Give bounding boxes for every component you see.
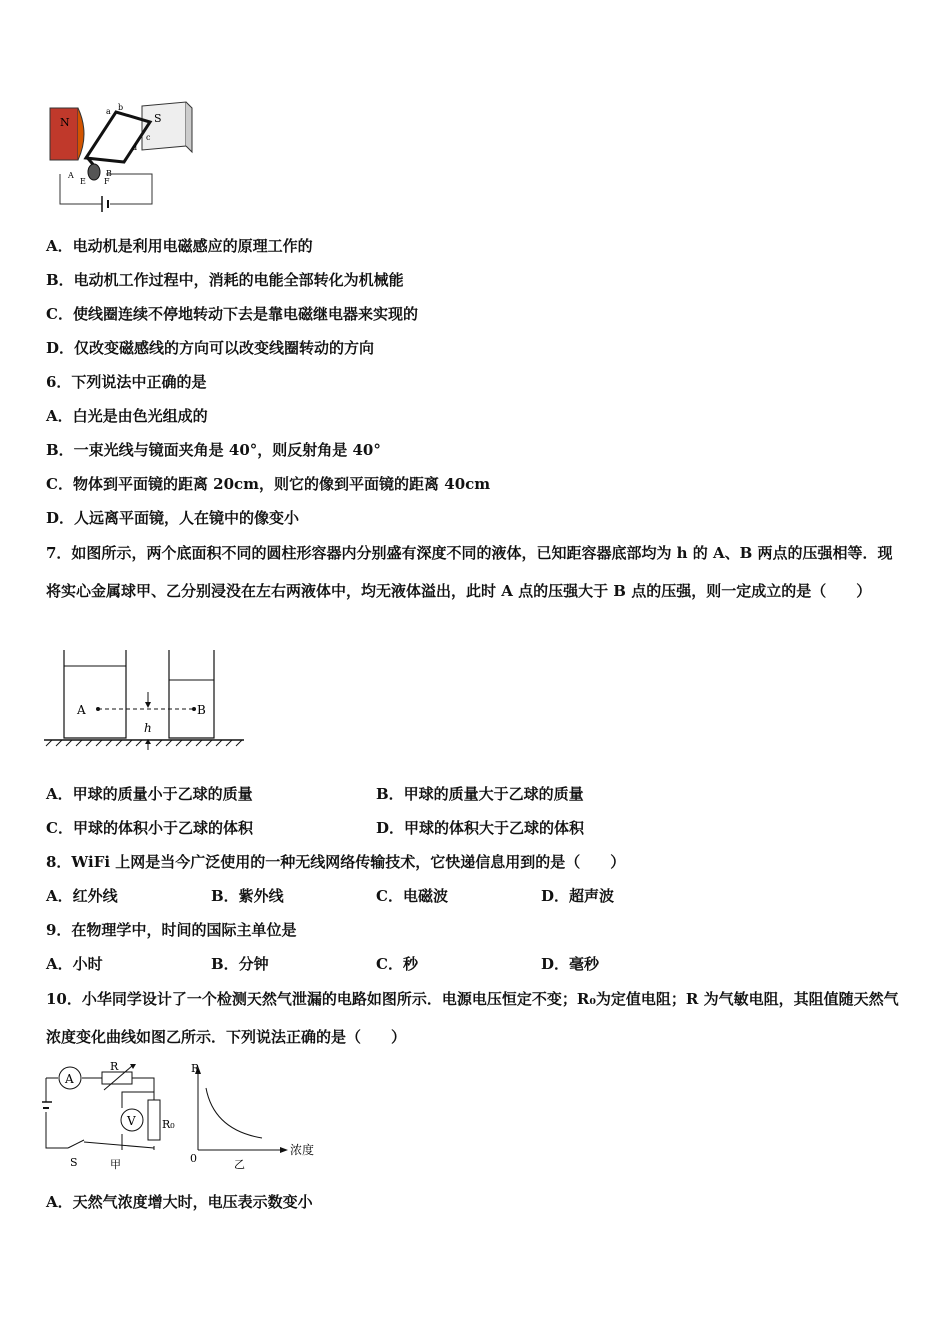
q5-option-d: D．仅改变磁感线的方向可以改变线圈转动的方向 xyxy=(46,339,375,357)
point-a-label: A xyxy=(77,703,86,717)
brush-e-label: E xyxy=(80,177,86,186)
axis-x-label: 浓度 xyxy=(290,1143,315,1157)
q8-option-a: A．红外线 xyxy=(46,887,118,905)
q8-option-b: B．紫外线 xyxy=(211,887,284,905)
containers-figure xyxy=(44,646,248,750)
circuit-figure xyxy=(42,1062,182,1174)
point-b-label: B xyxy=(197,703,206,717)
origin-label: 0 xyxy=(190,1152,197,1165)
resistor0-label: R₀ xyxy=(162,1118,175,1131)
coil-c-label: c xyxy=(146,133,151,142)
q10-stem: 10．小华同学设计了一个检测天然气泄漏的电路如图所示．电源电压恒定不变；R₀为定值电阻；R 为气敏电阻，其阻值随天然气浓度变化曲线如图乙所示．下列说法正确的是（ ） xyxy=(46,990,899,1046)
q5-option-a: A．电动机是利用电磁感应的原理工作的 xyxy=(46,237,313,255)
terminal-b-label: B xyxy=(106,169,112,178)
brush-f-label: F xyxy=(104,177,110,186)
caption-jia: 甲 xyxy=(110,1158,121,1171)
concentration-graph xyxy=(186,1062,322,1174)
q8-option-c: C．电磁波 xyxy=(376,887,448,905)
q7-option-a: A．甲球的质量小于乙球的质量 xyxy=(46,785,253,803)
q7-option-c: C．甲球的体积小于乙球的体积 xyxy=(46,819,253,837)
q6-option-a: A．白光是由色光组成的 xyxy=(46,407,208,425)
motor-figure xyxy=(46,98,196,216)
coil-b-label: b xyxy=(118,103,124,112)
q6-stem: 6．下列说法中正确的是 xyxy=(46,373,207,391)
q5-option-c: C．使线圈连续不停地转动下去是靠电磁继电器来实现的 xyxy=(46,305,418,323)
switch-label: S xyxy=(70,1156,78,1169)
ammeter-label: A xyxy=(65,1072,74,1086)
axis-y-label: R xyxy=(191,1062,200,1075)
q6-option-d: D．人远离平面镜，人在镜中的像变小 xyxy=(46,509,300,527)
q9-option-a: A．小时 xyxy=(46,955,103,973)
resistor-label: R xyxy=(110,1062,119,1073)
q6-option-c: C．物体到平面镜的距离 20cm，则它的像到平面镜的距离 40cm xyxy=(46,475,491,493)
pole-n-label: N xyxy=(60,116,70,129)
q10-option-a: A．天然气浓度增大时，电压表示数变小 xyxy=(46,1193,313,1211)
voltmeter-label: V xyxy=(127,1114,136,1128)
q8-option-d: D．超声波 xyxy=(541,887,615,905)
q5-option-b: B．电动机工作过程中，消耗的电能全部转化为机械能 xyxy=(46,271,404,289)
q7-stem: 7．如图所示，两个底面积不同的圆柱形容器内分别盛有深度不同的液体，已知距容器底部均为 h 的 A、B 两点的压强相等．现将实心金属球甲、乙分别浸没在左右两液体中，均无液体溢出，此时 A 点的压强大于 B 点的压强，则一定成立的是（ ） xyxy=(46,544,893,600)
pole-s-label: S xyxy=(154,112,162,125)
q9-option-c: C．秒 xyxy=(376,955,418,973)
height-h-label: h xyxy=(144,721,152,735)
q7-option-d: D．甲球的体积大于乙球的体积 xyxy=(376,819,585,837)
q6-option-b: B．一束光线与镜面夹角是 40°，则反射角是 40° xyxy=(46,441,381,459)
coil-a-label: a xyxy=(106,107,111,116)
q9-option-b: B．分钟 xyxy=(211,955,269,973)
terminal-a-label: A xyxy=(68,171,74,180)
q9-stem: 9．在物理学中，时间的国际主单位是 xyxy=(46,921,297,939)
caption-yi: 乙 xyxy=(234,1158,245,1171)
coil-d-label: d xyxy=(132,143,138,152)
q8-stem: 8．WiFi 上网是当今广泛使用的一种无线网络传输技术，它快递信息用到的是（ ） xyxy=(46,853,626,871)
q7-option-b: B．甲球的质量大于乙球的质量 xyxy=(376,785,584,803)
q9-option-d: D．毫秒 xyxy=(541,955,600,973)
